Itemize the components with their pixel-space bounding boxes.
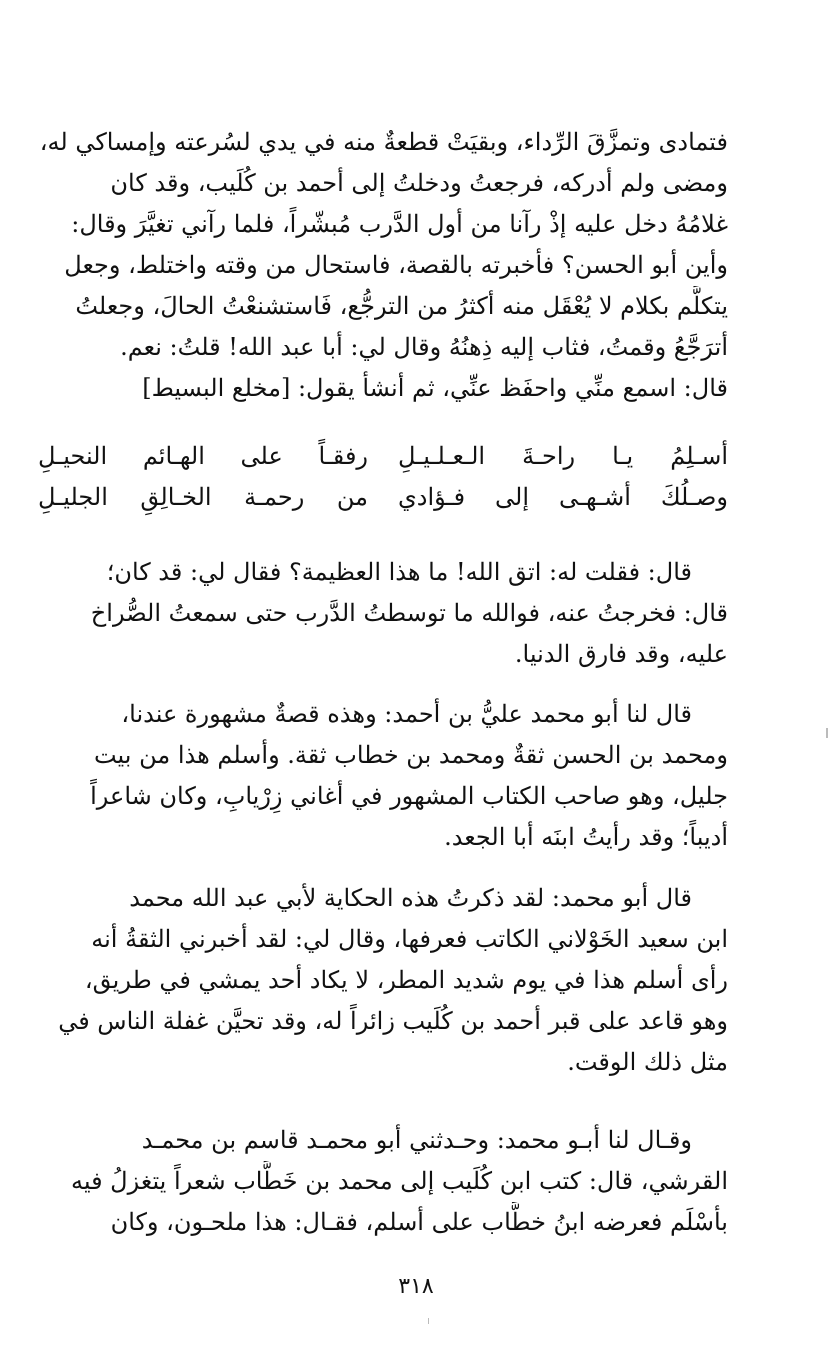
text-line: وهو قاعد على قبر أحمد بن كُلَيب زائراً له، وقد تحيَّن غفلة الناس في [58,1007,728,1035]
poem-second-hemistich: رفقـاً على الهـائم النحيـلِ [38,442,368,470]
text-line: وأين أبو الحسن؟ فأخبرته بالقصة، فاستحال من وقته واختلط، وجعل [64,251,728,279]
text-line: قال أبو محمد: لقد ذكرتُ هذه الحكاية لأبي عبد الله محمد [129,884,692,912]
text-line: أترَجَّعُ وقمتُ، فثاب إليه ذِهنُهُ وقال لي: أبا عبد الله! قلتُ: نعم. [120,333,728,361]
poem-first-hemistich: وصـلُكَ أشـهـى إلى فـؤادي [398,483,728,511]
text-line: يتكلَّم بكلام لا يُعْقَل منه أكثرُ من الترجُّع، فَاستشنعْتُ الحالَ، وجعلتُ [75,292,728,320]
paragraph [38,878,728,1083]
text-line: بأسْلَم فعرضه ابنُ خطَّاب على أسلم، فقـال: هذا ملحـون، وكان [110,1208,728,1236]
text-line: عليه، وقد فارق الدنيا. [514,640,728,668]
poem-verse [38,436,728,477]
paragraph [38,552,728,675]
scan-artifact [826,728,828,738]
text-line: قال لنا أبو محمد عليُّ بن أحمد: وهذه قصةٌ مشهورة عندنا، [121,700,692,728]
text-line: وقـال لنا أبـو محمد: وحـدثني أبو محمـد قاسم بن محمـد [141,1126,692,1154]
paragraph [38,694,728,858]
poem-second-hemistich: من رحمـة الخـالِقِ الجليـلِ [38,483,368,511]
text-line: ومحمد بن الحسن ثقةٌ ومحمد بن خطاب ثقة. وأسلم هذا من بيت [93,741,728,769]
poem-first-hemistich: أسـلِمُ يـا راحـةَ الـعـلـيـلِ [398,442,728,470]
paragraph [38,1120,728,1243]
poem [38,436,728,518]
text-line: قال: فخرجتُ عنه، فوالله ما توسطتُ الدَّرب حتى سمعتُ الصُّراخ [90,599,728,627]
text-line: القرشي، قال: كتب ابن كُلَيب إلى محمد بن خَطَّاب شعراً يتغزلُ فيه [70,1167,728,1195]
text-line: فتمادى وتمزَّقَ الرِّداء، وبقيَتْ قطعةٌ منه في يدي لسُرعته وإمساكي له، [39,128,728,156]
text-line: رأى أسلم هذا في يوم شديد المطر، لا يكاد أحد يمشي في طريق، [84,966,728,994]
scan-artifact [428,1318,429,1324]
text-line: قال: فقلت له: اتق الله! ما هذا العظيمة؟ فقال لي: قد كان؛ [106,558,692,586]
text-line: جليل، وهو صاحب الكتاب المشهور في أغاني زِرْيابِ، وكان شاعراً [90,782,728,810]
text-line: ومضى ولم أدركه، فرجعتُ ودخلتُ إلى أحمد بن كُلَيب، وقد كان [110,169,728,197]
page-number: ٣١٨ [398,1274,434,1299]
text-line: قال: اسمع منِّي واحفَظ عنِّي، ثم أنشأ يقول: [مخلع البسيط] [142,374,728,402]
paragraph-opening [38,122,728,409]
poem-verse [38,477,728,518]
text-line: ابن سعيد الخَوْلاني الكاتب فعرفها، وقال لي: لقد أخبرني الثقةُ أنه [91,925,728,953]
text-line: غلامُهُ دخل عليه إذْ رآنا من أول الدَّرب مُبشّراً، فلما رآني تغيَّرَ وقال: [71,210,728,238]
text-line: مثل ذلك الوقت. [567,1048,728,1076]
text-line: أديباً؛ وقد رأيتُ ابنَه أبا الجعد. [444,823,728,851]
